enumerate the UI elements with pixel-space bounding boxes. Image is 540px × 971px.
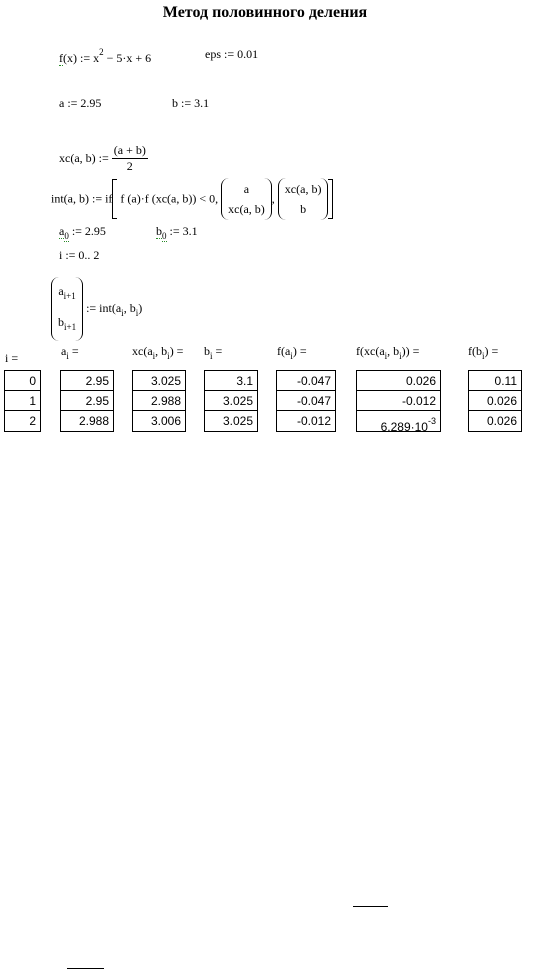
table-cell[interactable]: 0.026	[357, 371, 440, 391]
xc-lhs: xc(a, b) :=	[59, 151, 109, 165]
table-cell[interactable]: 2.988	[133, 391, 185, 411]
table-cell[interactable]: 2.95	[61, 371, 113, 391]
int-bracket-open	[112, 179, 117, 219]
table-cell[interactable]: 3.025	[205, 391, 257, 411]
xc-definition[interactable]	[59, 143, 148, 174]
table-cell[interactable]: 0.026	[486, 414, 517, 428]
column-i	[4, 370, 41, 432]
a0-definition[interactable]	[59, 224, 106, 241]
table-cell[interactable]: 0.11	[469, 371, 521, 391]
column-xc	[132, 370, 186, 432]
page-mark	[353, 906, 388, 907]
table-cell[interactable]: -0.012	[296, 414, 331, 428]
a-definition[interactable]: a := 2.95	[59, 96, 102, 110]
a0-subscript: 0	[64, 231, 69, 241]
page-title: Метод половинного деления	[162, 4, 368, 21]
table-cell[interactable]: 3.025	[133, 371, 185, 391]
int-lhs: int(a, b) := if	[51, 191, 113, 206]
f-args: (x) := x	[63, 51, 100, 65]
column-fa	[276, 370, 336, 432]
function-definition[interactable]	[59, 47, 151, 66]
table-cell[interactable]: 0	[5, 371, 40, 391]
iter-rhs-mid: , b	[123, 300, 136, 315]
page-mark	[67, 968, 104, 969]
a0-name: a	[59, 224, 65, 238]
f-rest: − 5·x + 6	[103, 51, 152, 65]
column-fb	[468, 370, 522, 432]
iter-rhs-sub2: i	[135, 307, 139, 318]
iter-rhs-sub1: i	[121, 307, 124, 318]
table-cell[interactable]: -0.012	[357, 391, 440, 411]
int-v1-bottom: xc(a, b)	[228, 202, 265, 216]
int-vector-true	[221, 178, 272, 220]
int-bracket-close	[328, 179, 333, 219]
table-cell[interactable]: -0.047	[277, 391, 335, 411]
header-a: $a_i$ =	[61, 344, 79, 361]
int-v2-bottom: b	[300, 202, 307, 216]
b-definition[interactable]: b := 3.1	[172, 96, 210, 110]
header-xc: $xc(a_i$, $b_i$) =	[132, 344, 184, 361]
f-name: f	[59, 51, 63, 65]
column-a	[60, 370, 114, 432]
column-fxc	[356, 370, 441, 432]
iteration-definition[interactable]	[51, 277, 142, 341]
b0-subscript: 0	[162, 231, 167, 241]
table-cell[interactable]: 3.006	[150, 414, 181, 428]
eps-definition[interactable]: eps := 0.01	[205, 47, 259, 61]
int-v1-top: a	[243, 182, 250, 196]
table-cell[interactable]: 3.1	[205, 371, 257, 391]
iteration-vector	[51, 277, 83, 341]
a0-value: := 2.95	[68, 224, 106, 238]
header-fb: $f(b_i)$ =	[468, 344, 499, 361]
b0-name: b	[156, 224, 162, 238]
header-fa: $f(a_i)$ =	[277, 344, 307, 361]
iter-rhs-end: )	[138, 300, 143, 315]
iter-rhs: := int(a	[86, 300, 122, 315]
int-v2-top: xc(a, b)	[284, 182, 322, 196]
iter-b: b	[58, 315, 64, 329]
xc-numerator: (a + b)	[113, 143, 146, 157]
b0-value: := 3.1	[166, 224, 198, 238]
header-fxc: $f(xc(a_i$, $b_i$)) =	[356, 344, 420, 361]
iter-a: a	[58, 284, 64, 298]
range-definition[interactable]: i := 0.. 2	[59, 248, 100, 262]
f-exponent: 2	[99, 47, 104, 57]
table-cell[interactable]: 1	[5, 391, 40, 411]
header-b: $b_i$ =	[204, 344, 223, 361]
int-vector-false	[278, 178, 329, 220]
iter-b-sub: i+1	[64, 322, 77, 332]
table-cell[interactable]: 2	[29, 414, 36, 428]
table-cell[interactable]: 2.988	[78, 414, 109, 428]
int-definition[interactable]: int(a, b) := if f (a)·f (xc(a, b)) < 0, a xc(a, b) , xc(a, b) b	[51, 178, 333, 220]
table-cell[interactable]: -0.047	[277, 371, 335, 391]
int-condition: f (a)·f (xc(a, b)) < 0,	[120, 191, 219, 206]
column-b	[204, 370, 258, 432]
table-cell[interactable]: 3.025	[222, 414, 253, 428]
xc-denominator: 2	[126, 159, 133, 173]
header-i: i =	[5, 351, 19, 365]
b0-definition[interactable]	[156, 224, 198, 241]
exponent: -3	[427, 416, 436, 426]
table-cell[interactable]: 2.95	[61, 391, 113, 411]
table-cell[interactable]: $6.289\cdot 10^{-3}$	[380, 416, 436, 434]
xc-fraction	[112, 143, 148, 174]
table-cell[interactable]: 0.026	[469, 391, 521, 411]
iter-a-sub: i+1	[63, 291, 76, 301]
